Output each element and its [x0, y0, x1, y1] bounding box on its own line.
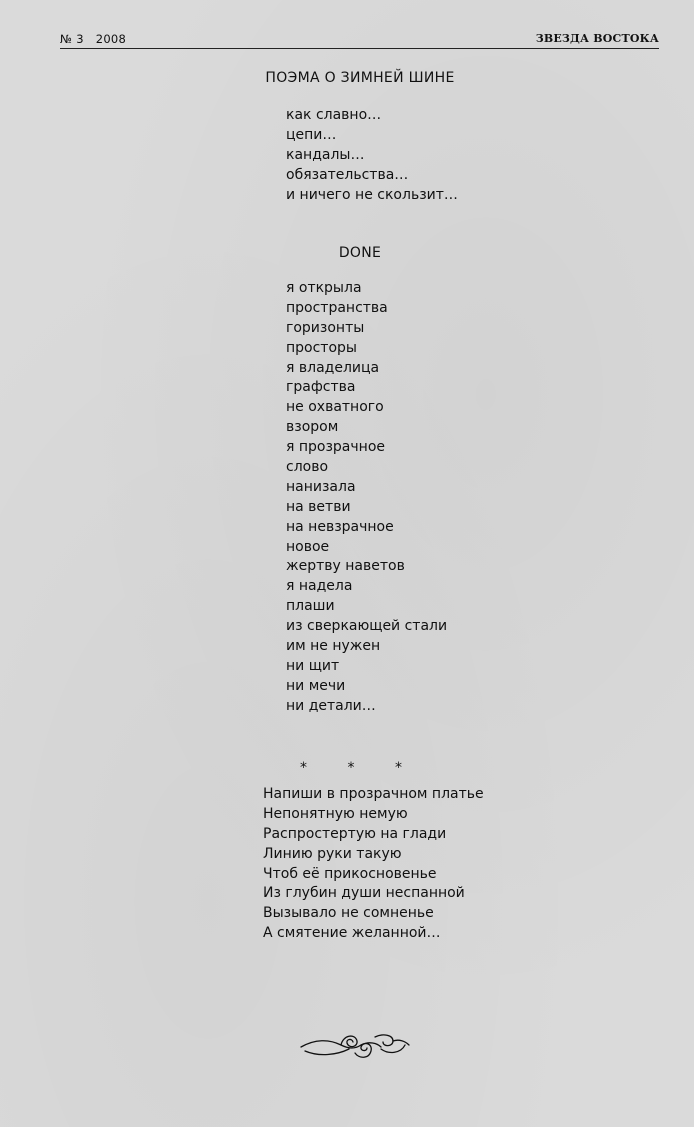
poem-line: взором	[286, 419, 339, 436]
journal-title: ЗВЕЗДА ВОСТОКА	[535, 32, 659, 45]
poem-line: Распростертую на глади	[263, 825, 447, 842]
poem-line: из сверкающей стали	[286, 618, 448, 635]
poem-line: плаши	[286, 598, 335, 615]
section-separator: * * *	[300, 760, 420, 776]
poem-line: горизонты	[286, 319, 365, 336]
poem-line: нанизала	[286, 478, 356, 495]
poem-line: Напиши в прозрачном платье	[263, 786, 484, 802]
poem-line: и ничего не скользит…	[286, 186, 458, 203]
poem-line: кандалы…	[286, 146, 365, 163]
issue-number: № 3 2008	[60, 32, 127, 46]
poem-line: им не нужен	[286, 638, 381, 655]
page-header	[60, 32, 659, 49]
poem-line: пространства	[286, 299, 388, 316]
poem-done-lines	[286, 279, 447, 717]
poem-line: не охватного	[286, 399, 384, 416]
poem-line: жертву наветов	[286, 558, 405, 575]
poem-line: ни щит	[286, 657, 340, 674]
poem-line: на невзрачное	[286, 518, 394, 535]
poem-line: как славно…	[286, 107, 382, 123]
poem-line: просторы	[286, 339, 357, 356]
poem-untitled-lines	[263, 785, 484, 944]
poem-winter-tire-lines	[286, 106, 458, 205]
poem-line: Непонятную немую	[263, 805, 408, 822]
poem-line: графства	[286, 379, 356, 396]
poem-line: на ветви	[286, 498, 351, 515]
poem-line: цепи…	[286, 126, 337, 143]
poem-line: я открыла	[286, 280, 362, 296]
poem-line: ни мечи	[286, 677, 346, 694]
poem-line: я владелица	[286, 359, 380, 376]
poem-line: Линию руки такую	[263, 845, 402, 862]
poem-line: А смятение желанной…	[263, 925, 441, 942]
poem-line: Чтоб её прикосновенье	[263, 865, 437, 882]
poem-line: слово	[286, 459, 329, 476]
poem-line: обязательства…	[286, 166, 409, 183]
poem-line: я прозрачное	[286, 439, 385, 456]
flourish-ornament-icon	[297, 1025, 417, 1065]
poem-line: Из глубин души неспанной	[263, 885, 465, 902]
poem-line: новое	[286, 538, 330, 555]
poem-title-done: DONE	[338, 245, 382, 261]
poem-line: Вызывало не сомненье	[263, 905, 434, 922]
poem-line: ни детали…	[286, 697, 376, 714]
poem-line: я надела	[286, 578, 353, 595]
poem-title-winter-tire: ПОЭМА О ЗИМНЕЙ ШИНЕ	[265, 70, 455, 86]
